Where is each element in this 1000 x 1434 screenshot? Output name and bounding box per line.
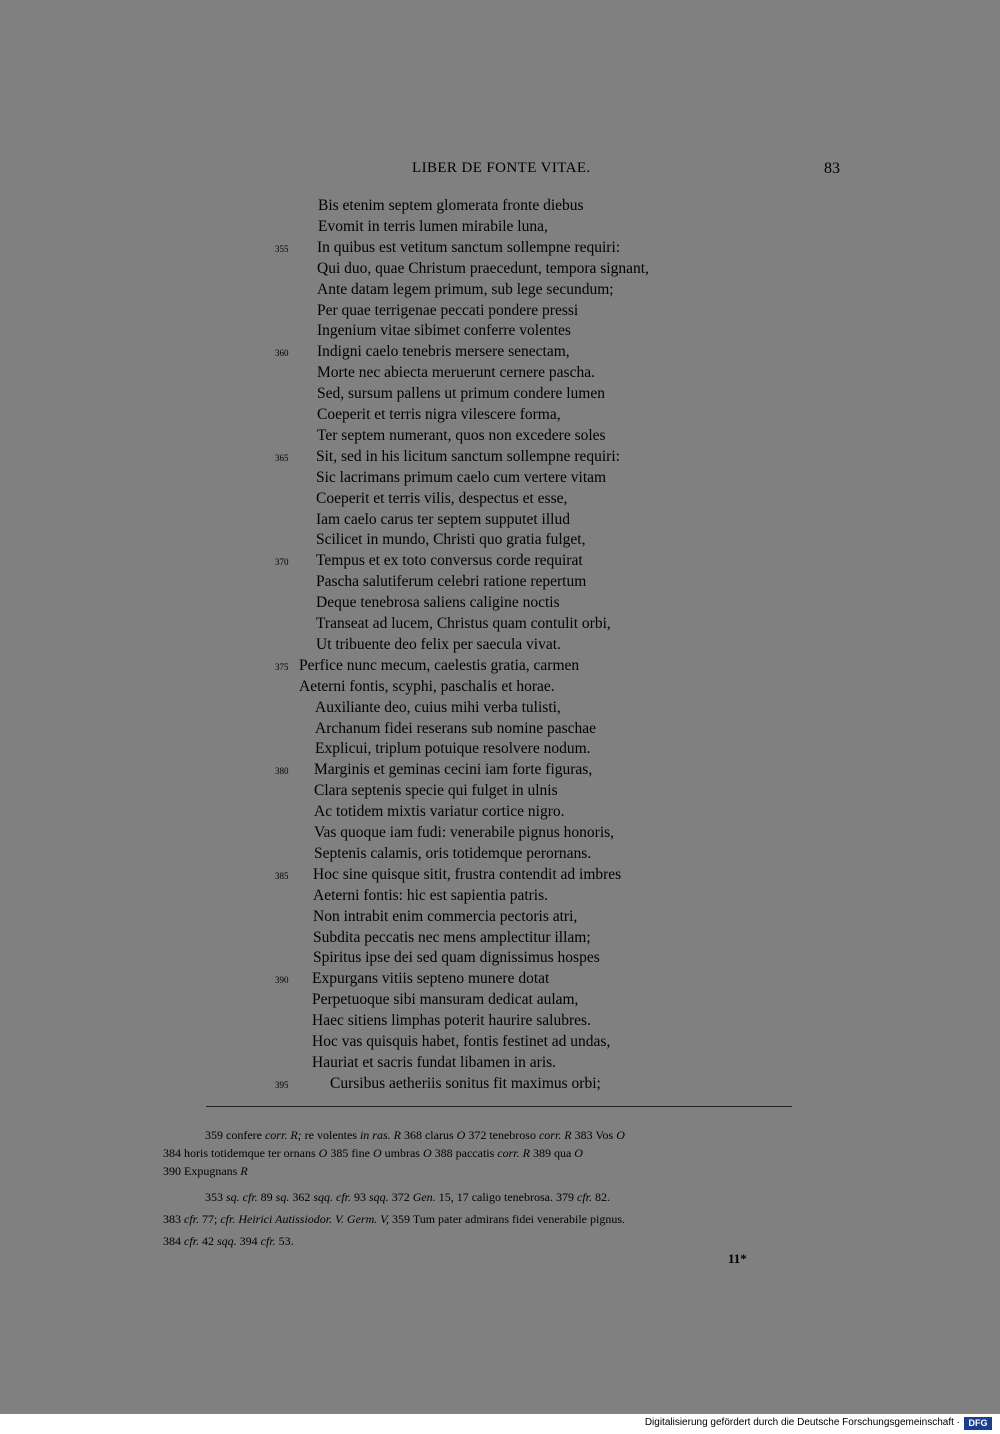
verse-line: Aeterni fontis, scyphi, paschalis et horae. bbox=[299, 677, 555, 695]
source-line-segment: 93 bbox=[351, 1190, 370, 1204]
verse-line: Ut tribuente deo felix per saecula vivat. bbox=[316, 635, 561, 653]
apparatus-line-segment: 383 Vos bbox=[571, 1128, 617, 1142]
verse-line: Marginis et geminas cecini iam forte figuras, bbox=[314, 761, 593, 779]
source-line-segment: cfr. bbox=[260, 1234, 276, 1248]
apparatus-line-segment: 385 fine bbox=[327, 1146, 373, 1160]
verse-line: Hoc vas quisquis habet, fontis festinet ad undas, bbox=[312, 1033, 611, 1050]
source-line-segment: sq. bbox=[275, 1190, 290, 1204]
source-line-segment: 372 bbox=[388, 1190, 413, 1204]
verse-line: Septenis calamis, oris totidemque perornans. bbox=[314, 844, 592, 862]
footer-credit: Digitalisierung gefördert durch die Deutsche Forschungsgemeinschaft · bbox=[644, 1417, 960, 1428]
apparatus-line-segment: O bbox=[422, 1146, 432, 1160]
apparatus-line-segment: O bbox=[456, 1128, 466, 1142]
verse-line: Bis etenim septem glomerata fronte diebus bbox=[318, 197, 584, 214]
verse-line: Subdita peccatis nec mens amplectitur illam; bbox=[313, 928, 591, 946]
verse-line: Scilicet in mundo, Christi quo gratia fulget, bbox=[316, 531, 586, 549]
verse-line: Sic lacrimans primum caelo cum vertere vitam bbox=[316, 468, 607, 486]
apparatus-line-segment: 390 Expugnans bbox=[163, 1164, 241, 1178]
apparatus-line bbox=[163, 1164, 248, 1179]
verse-line: Archanum fidei reserans sub nomine paschae bbox=[315, 719, 597, 737]
verse-line: Indigni caelo tenebris mersere senectam, bbox=[317, 343, 570, 361]
verse-line-number: 370 bbox=[275, 557, 289, 568]
verse-line-number: 390 bbox=[275, 975, 289, 986]
verse-line: Transeat ad lucem, Christus quam contulit orbi, bbox=[316, 615, 611, 632]
footer-bar bbox=[0, 1414, 1000, 1434]
source-line-segment: 383 bbox=[163, 1212, 184, 1226]
verse-line-number: 355 bbox=[275, 243, 289, 254]
source-line-segment: cfr. Heirici Autissiodor. V. Germ. V, bbox=[220, 1212, 390, 1226]
page-number: 83 bbox=[824, 160, 840, 177]
verse-line: Explicui, triplum potuique resolvere nodum. bbox=[315, 740, 591, 758]
source-line-segment: 53. bbox=[275, 1234, 294, 1248]
verse-line: Expurgans vitiis septeno munere dotat bbox=[312, 970, 550, 988]
verse-line: Deque tenebrosa saliens caligine noctis bbox=[316, 594, 560, 612]
verse-line: Pascha salutiferum celebri ratione repertum bbox=[316, 573, 587, 591]
source-line-segment: 362 bbox=[289, 1190, 314, 1204]
verse-line: Cursibus aetheriis sonitus fit maximus orbi; bbox=[330, 1074, 601, 1092]
verse-line: Qui duo, quae Christum praecedunt, tempora signant, bbox=[317, 259, 649, 277]
source-line-segment: 384 bbox=[163, 1234, 184, 1248]
verse-line-number: 375 bbox=[275, 661, 289, 672]
verse-line: Hoc sine quisque sitit, frustra contendit ad imbres bbox=[313, 865, 622, 883]
source-line bbox=[163, 1234, 294, 1249]
apparatus-line bbox=[205, 1128, 625, 1143]
apparatus-line-segment: corr. R bbox=[538, 1128, 572, 1142]
signature-mark: 11* bbox=[728, 1251, 747, 1266]
source-line-segment: 359 Tum pater admirans fidei venerabile pignus. bbox=[389, 1212, 625, 1226]
verse-line: Hauriat et sacris fundat libamen in aris. bbox=[312, 1053, 557, 1071]
apparatus-line-segment: in ras. R bbox=[359, 1128, 401, 1142]
apparatus-line-segment: umbras bbox=[381, 1146, 423, 1160]
source-line-segment: sqq. bbox=[369, 1190, 389, 1204]
source-line-segment: 89 bbox=[257, 1190, 276, 1204]
source-line-segment: cfr. bbox=[184, 1212, 199, 1226]
source-line bbox=[163, 1212, 625, 1227]
apparatus-line-segment: R bbox=[240, 1164, 248, 1178]
apparatus-line-segment: 368 clarus bbox=[400, 1128, 457, 1142]
apparatus-line-segment: re volentes bbox=[301, 1128, 360, 1142]
verse-line: Tempus et ex toto conversus corde requirat bbox=[316, 552, 583, 570]
verse-line: Ac totidem mixtis variatur cortice nigro. bbox=[314, 803, 565, 821]
verse-line: Haec sitiens limphas poterit haurire salubres. bbox=[312, 1012, 591, 1030]
verse-line: Coeperit et terris vilis, despectus et esse, bbox=[316, 489, 568, 507]
apparatus-line-segment: corr. R; bbox=[264, 1128, 302, 1142]
verse-line: Sit, sed in his licitum sanctum sollempne requiri: bbox=[316, 447, 620, 465]
source-line-segment: 77; bbox=[199, 1212, 221, 1226]
verse-line: Sed, sursum pallens ut primum condere lumen bbox=[317, 385, 605, 403]
verse-line: Auxiliante deo, cuius mihi verba tulisti, bbox=[315, 698, 561, 716]
running-head: LIBER DE FONTE VITAE. bbox=[412, 160, 591, 176]
verse-line-number: 395 bbox=[275, 1079, 289, 1090]
verse-line: Ingenium vitae sibimet conferre volentes bbox=[317, 322, 571, 340]
source-line-segment: 15, 17 caligo tenebrosa. 379 bbox=[435, 1190, 577, 1204]
source-line-segment: sqq. bbox=[217, 1234, 237, 1248]
source-line-segment: cfr. bbox=[184, 1234, 199, 1248]
verse-line: Evomit in terris lumen mirabile luna, bbox=[318, 217, 548, 235]
dfg-logo-icon: DFG bbox=[964, 1417, 992, 1430]
apparatus-line-segment: 388 paccatis bbox=[431, 1146, 498, 1160]
source-line-segment: 82. bbox=[592, 1190, 610, 1204]
verse-line: Vas quoque iam fudi: venerabile pignus honoris, bbox=[314, 824, 615, 841]
verse-line: Ante datam legem primum, sub lege secundum; bbox=[317, 280, 614, 298]
verse-line: Coeperit et terris nigra vilescere forma, bbox=[317, 406, 561, 423]
source-line-segment: 353 bbox=[205, 1190, 226, 1204]
verse-line: Iam caelo carus ter septem supputet illud bbox=[316, 510, 570, 528]
apparatus-line-segment: O bbox=[372, 1146, 382, 1160]
source-line-segment: cfr. bbox=[577, 1190, 592, 1204]
apparatus-line bbox=[163, 1146, 583, 1161]
apparatus-line-segment: O bbox=[616, 1128, 625, 1142]
verse-line-number: 385 bbox=[275, 870, 289, 881]
source-line-segment: 394 bbox=[236, 1234, 261, 1248]
verse-line: Clara septenis specie qui fulget in ulnis bbox=[314, 782, 558, 800]
apparatus-line-segment: O bbox=[574, 1146, 583, 1160]
source-line-segment: Gen. bbox=[412, 1190, 436, 1204]
verse-line: Morte nec abiecta meruerunt cernere pascha. bbox=[317, 364, 595, 382]
verse-line: Per quae terrigenae peccati pondere pressi bbox=[317, 301, 579, 319]
apparatus-line-segment: O bbox=[318, 1146, 328, 1160]
apparatus-line-segment: 372 tenebroso bbox=[465, 1128, 539, 1142]
verse-line-number: 380 bbox=[275, 766, 289, 777]
verse-line-number: 360 bbox=[275, 348, 289, 359]
verse-line: Aeterni fontis: hic est sapientia patris. bbox=[313, 886, 549, 904]
apparatus-line-segment: 359 confere bbox=[205, 1128, 265, 1142]
verse-line-number: 365 bbox=[275, 452, 289, 463]
verse-line: Ter septem numerant, quos non excedere soles bbox=[317, 426, 606, 444]
verse-line: Perpetuoque sibi mansuram dedicat aulam, bbox=[312, 991, 579, 1009]
source-line bbox=[205, 1190, 610, 1205]
apparatus-line-segment: 389 qua bbox=[529, 1146, 575, 1160]
apparatus-line-segment: corr. R bbox=[497, 1146, 530, 1160]
source-line-segment: sq. cfr. bbox=[226, 1190, 258, 1204]
verse-line: Spiritus ipse dei sed quam dignissimus hospes bbox=[313, 949, 600, 967]
verse-line: Perfice nunc mecum, caelestis gratia, carmen bbox=[299, 656, 580, 674]
verse-line: Non intrabit enim commercia pectoris atri, bbox=[313, 907, 578, 925]
source-line-segment: sqq. cfr. bbox=[313, 1190, 352, 1204]
apparatus-rule bbox=[206, 1106, 792, 1107]
apparatus-line-segment: 384 horis totidemque ter ornans bbox=[163, 1146, 319, 1160]
source-line-segment: 42 bbox=[199, 1234, 217, 1248]
verse-line: In quibus est vetitum sanctum sollempne requiri: bbox=[317, 238, 621, 256]
